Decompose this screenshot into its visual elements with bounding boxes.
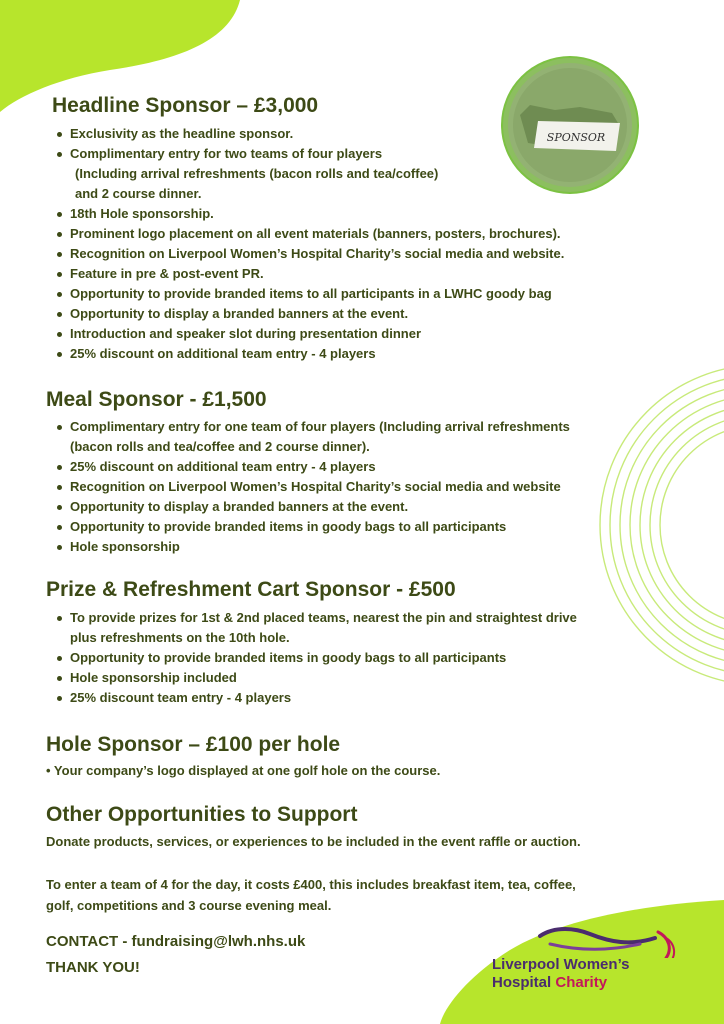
prize-sponsor-title: Prize & Refreshment Cart Sponsor - £500 (46, 578, 456, 601)
list-item: To provide prizes for 1st & 2nd placed teams, nearest the pin and straightest drive plus refreshments on the 10th hole. (48, 608, 577, 648)
other-opportunities-title: Other Opportunities to Support (46, 803, 358, 826)
lwh-charity-logo (480, 924, 700, 1004)
prize-sponsor-list (48, 608, 577, 708)
list-item: Prominent logo placement on all event materials (banners, posters, brochures). (48, 224, 564, 244)
sponsor-image-label: SPONSOR (546, 131, 606, 144)
logo-line1: Liverpool Women’s (492, 956, 630, 973)
list-item: Hole sponsorship (48, 537, 570, 557)
list-item: Opportunity to provide branded items to all participants in a LWHC goody bag (48, 284, 564, 304)
thank-you-text: THANK YOU! (46, 959, 140, 976)
list-item: Opportunity to display a branded banners at the event. (48, 497, 570, 517)
list-item: Opportunity to provide branded items in goody bags to all participants (48, 517, 570, 537)
list-item: Exclusivity as the headline sponsor. (48, 124, 564, 144)
list-item: 25% discount on additional team entry - 4 players (48, 344, 564, 364)
other-opportunities-text: Donate products, services, or experiences to be included in the event raffle or auction. (46, 834, 581, 849)
logo-hospital-word: Hospital (492, 974, 552, 991)
list-item: Introduction and speaker slot during presentation dinner (48, 324, 564, 344)
list-item: Recognition on Liverpool Women’s Hospital Charity’s social media and website. (48, 244, 564, 264)
list-item: Complimentary entry for one team of four players (Including arrival refreshments (bacon rolls and tea/coffee and 2 course dinner). (48, 417, 570, 457)
list-item: Complimentary entry for two teams of four players (Including arrival refreshments (bacon rolls and tea/coffee) and 2 course dinner. (48, 144, 564, 204)
logo-swoosh-icon (480, 924, 700, 958)
logo-line2 (492, 974, 630, 992)
list-item: 25% discount team entry - 4 players (48, 688, 577, 708)
entry-info-line2: golf, competitions and 3 course evening meal. (46, 898, 332, 913)
contact-email[interactable]: CONTACT - fundraising@lwh.nhs.uk (46, 933, 306, 950)
list-item: Opportunity to display a branded banners at the event. (48, 304, 564, 324)
headline-sponsor-title: Headline Sponsor – £3,000 (52, 94, 319, 117)
logo-charity-word: Charity (555, 974, 608, 991)
list-item: 25% discount on additional team entry - 4 players (48, 457, 570, 477)
list-item: Opportunity to provide branded items in goody bags to all participants (48, 648, 577, 668)
meal-sponsor-list (48, 417, 570, 557)
entry-info-line1: To enter a team of 4 for the day, it costs £400, this includes breakfast item, tea, coffee, (46, 877, 576, 892)
list-item: Recognition on Liverpool Women’s Hospital Charity’s social media and website (48, 477, 570, 497)
hole-sponsor-title: Hole Sponsor – £100 per hole (46, 733, 341, 756)
list-item: 18th Hole sponsorship. (48, 204, 564, 224)
hole-sponsor-text: • Your company’s logo displayed at one golf hole on the course. (46, 763, 441, 778)
list-item: Feature in pre & post-event PR. (48, 264, 564, 284)
headline-sponsor-list (48, 124, 564, 364)
meal-sponsor-title: Meal Sponsor - £1,500 (46, 388, 267, 411)
logo-text (492, 956, 630, 992)
list-item: Hole sponsorship included (48, 668, 577, 688)
